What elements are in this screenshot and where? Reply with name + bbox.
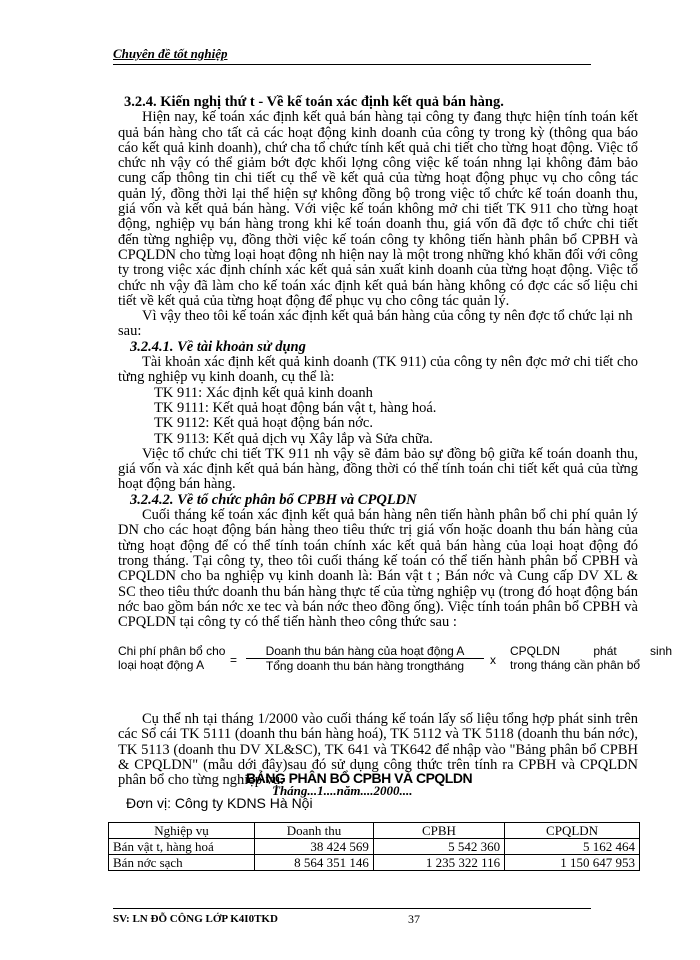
formula-equals: = (230, 653, 238, 667)
paragraph-5: Cuối tháng kế toán xác định kết quả bán hàng nên tiến hành phân bổ chi phí quản lý DN cho các hoạt động bán hàng theo tiêu thức trị giá vốn hoặc doanh thu bán hàng của từng hoạt động để có thể tính toán chính xác kết quả bán hàng của loại hoạt động đó trong tháng. Tại công ty, theo tôi cuối tháng kế toán có thể tiến hành phân bổ CPBH và CPQLDN cho ba nghiệp vụ kinh doanh là: Bán vật t ; Bán nớc và Cung cấp DV XL & SC theo tiêu thức doanh thu bán hàng thực tế của từng nghiệp vụ (trong đó hoạt động bán nớc bao gồm bán nớc xe tec và bán nớc theo đồng ống). Việc tính toán phân bổ CPBH và CPQLDN tại công ty có thể tiến hành theo công thức sau : (118, 507, 638, 631)
formula-times: x (490, 653, 496, 667)
table-cell: 5 542 360 (373, 839, 504, 855)
header-cell: Nghiệp vụ (109, 823, 255, 839)
paragraph-1: Hiện nay, kế toán xác định kết quả bán hàng tại công ty đang thực hiện tính toán kết quả bán hàng cho tất cả các hoạt động kinh doanh của công ty trong kỳ (thông qua báo cáo kết quả kinh doanh), chứ cha tổ chức tính kết quả chi tiết cho từng hoạt động. Việc tổ chức nh vậy có thể giảm bớt đợc khối lợng công việc kế toán nhng lại không đảm bảo cung cấp thông tin chi tiết cụ thể về kết quả của từng hoạt động phục vụ cho công tác quản lý, đồng thời lại thể hiện sự không đồng bộ trong việc tổ chức kế toán doanh thu, giá vốn và kết quả bán hàng. Với việc kế toán không mở chi tiết TK 911 cho từng hoạt động, nghiệp vụ bán hàng trong khi kế toán doanh thu, giá vốn đã đợc tổ chức chi tiết đến từng nghiệp vụ, đồng thời việc kế toán công ty không tiến hành phân bổ CPBH và CPQLDN cho từng loại hoạt động nh hiện nay là một trong những khó khăn đối với công ty trong việc xác định chính xác kết quả sản xuất kinh doanh của từng hoạt động. Việc tổ chức nh vậy đã làm cho kế toán xác định kết quả bán hàng không có đợc các số liệu chi tiết về kết quả của từng hoạt động để phục vụ cho công tác quản lý. (118, 109, 638, 309)
header-rule (113, 64, 591, 65)
table-cell: 1 235 322 116 (373, 855, 504, 871)
formula-left-line2: loại hoạt động A (118, 658, 205, 672)
tk-item: TK 9112: Kết quả hoạt động bán nớc. (154, 415, 373, 432)
page-header: Chuyên đề tốt nghiệp (113, 46, 228, 61)
footer-rule (113, 908, 591, 909)
main-body (118, 95, 638, 630)
table-cell: 5 162 464 (505, 839, 640, 855)
formula-denominator: Tổng doanh thu bán hàng trongtháng (265, 659, 465, 673)
formula-right-line1: CPQLDN phát sinh (510, 644, 673, 658)
subheading-2: 3.2.4.2. Về tổ chức phân bổ CPBH và CPQLDN (130, 491, 417, 508)
table-title: BẢNG PHÂN BỔ CPBH VÀ CPQLDN (246, 770, 473, 786)
formula-numerator: Doanh thu bán hàng của hoạt động A (246, 644, 484, 659)
footer-author: SV: LN ĐỖ CÔNG LỚP K4I0TKD (113, 913, 278, 925)
header-cell: CPQLDN (505, 823, 640, 839)
section-heading: 3.2.4. Kiến nghị thứ t - Về kế toán xác định kết quả bán hàng. (124, 94, 504, 110)
paragraph-6: Cụ thể nh tại tháng 1/2000 vào cuối tháng kế toán lấy số liệu tổng hợp phát sinh trên các Sổ cái TK 5111 (doanh thu bán hàng hoá), TK 5112 và TK 5118 (doanh thu bán nớc), TK 5113 (doanh thu DV XL&SC), TK 641 và TK642 để nhập vào "Bảng phân bổ CPBH & CPQLDN" (mẫu dới đây)sau đó sử dụng công thức trên tính ra CPBH và CPQLDN phân bổ cho từng nghiệp vụ. (118, 711, 638, 789)
table-cell: Bán nớc sạch (109, 855, 255, 871)
table-cell: Bán vật t, hàng hoá (109, 839, 255, 855)
paragraph-2: Vì vậy theo tôi kế toán xác định kết quả bán hàng của công ty nên đợc tổ chức lại nh sau: (118, 308, 633, 340)
table-cell: 8 564 351 146 (255, 855, 374, 871)
formula-left-line1: Chi phí phân bổ cho (118, 644, 226, 658)
table-period: Tháng...1....năm....2000.... (272, 783, 413, 798)
formula-right-line2: trong tháng cần phân bổ (510, 658, 641, 672)
table-cell: 1 150 647 953 (505, 855, 640, 871)
header-cell: CPBH (373, 823, 504, 839)
tk-item: TK 911: Xác định kết quả kinh doanh (154, 384, 373, 401)
paragraph-4: Việc tổ chức chi tiết TK 911 nh vậy sẽ đảm bảo sự đồng bộ giữa kế toán doanh thu, giá vốn và xác định kết quả bán hàng, đồng thời có thể tính toán chi tiết kết quả của từng hoạt động bán hàng. (118, 445, 638, 493)
subheading-1: 3.2.4.1. Về tài khoản sử dụng (130, 338, 306, 355)
table-row (109, 839, 640, 855)
page-number: 37 (408, 912, 420, 926)
table-row (109, 855, 640, 871)
tk-item: TK 9111: Kết quả hoạt động bán vật t, hàng hoá. (154, 399, 437, 416)
unit-label: Đơn vị: Công ty KDNS Hà Nội (126, 795, 313, 811)
header-cell: Doanh thu (255, 823, 374, 839)
table-cell: 38 424 569 (255, 839, 374, 855)
tk-item: TK 9113: Kết quả dịch vụ Xây lắp và Sửa chữa. (154, 430, 433, 447)
paragraph-3: Tài khoản xác định kết quả kinh doanh (TK 911) của công ty nên đợc mở chi tiết cho từng nghiệp vụ kinh doanh, cụ thể là: (118, 354, 638, 386)
allocation-table (108, 822, 640, 871)
table-header-row (109, 823, 640, 839)
